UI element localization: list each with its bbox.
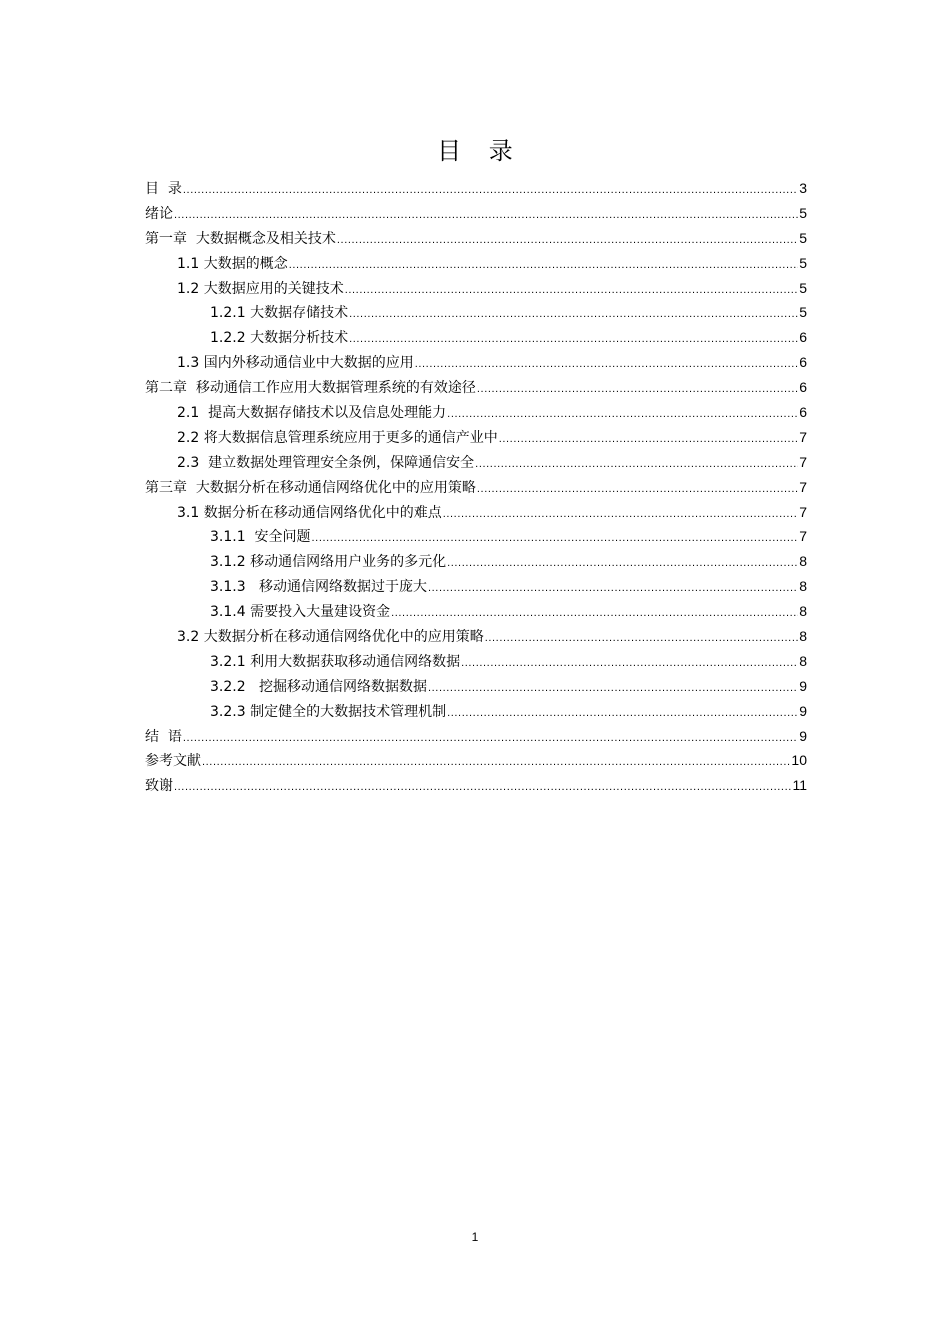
toc-dot-leader xyxy=(415,352,798,377)
toc-entry[interactable] xyxy=(145,201,807,226)
toc-entry-page: 6 xyxy=(799,404,807,421)
toc-entry-page: 5 xyxy=(799,229,807,246)
toc-dot-leader xyxy=(183,726,798,751)
toc-entry-page: 9 xyxy=(799,702,807,719)
toc-entry-label: 参考文献 xyxy=(145,753,201,770)
toc-entry-label: 3.2.1 利用大数据获取移动通信网络数据 xyxy=(210,653,461,670)
toc-dot-leader xyxy=(447,551,798,576)
toc-entry[interactable] xyxy=(145,724,807,749)
toc-entry-label: 3.2 大数据分析在移动通信网络优化中的应用策略 xyxy=(177,629,484,646)
toc-entry-label: 2.2 将大数据信息管理系统应用于更多的通信产业中 xyxy=(177,429,498,446)
toc-entry-page: 11 xyxy=(792,777,807,794)
toc-entry-label: 3.1.3 移动通信网络数据过于庞大 xyxy=(210,579,427,596)
toc-entry-label: 3.2.3 制定健全的大数据技术管理机制 xyxy=(210,703,447,720)
toc-entry-page: 5 xyxy=(799,304,807,321)
toc-entry[interactable] xyxy=(145,699,807,724)
toc-entry-label: 3.2.2 挖掘移动通信网络数据数据 xyxy=(210,678,427,695)
toc-entry[interactable] xyxy=(145,599,807,624)
toc-entry[interactable] xyxy=(145,500,807,525)
toc-dot-leader xyxy=(477,477,798,502)
toc-dot-leader xyxy=(202,750,790,775)
toc-entry-page: 9 xyxy=(799,727,807,744)
toc-entry-page: 10 xyxy=(791,752,807,769)
toc-dot-leader xyxy=(477,377,798,402)
toc-entry[interactable] xyxy=(145,549,807,574)
toc-entry-label: 绪论 xyxy=(145,205,173,222)
toc-entry-page: 5 xyxy=(799,204,807,221)
toc-entry-page: 7 xyxy=(799,528,807,545)
toc-entry[interactable] xyxy=(145,450,807,475)
toc-entry-page: 6 xyxy=(799,329,807,346)
toc-entry[interactable] xyxy=(145,400,807,425)
toc-entry[interactable] xyxy=(145,773,807,798)
toc-entry-label: 目 录 xyxy=(145,181,182,197)
toc-entry[interactable] xyxy=(145,674,807,699)
toc-dot-leader xyxy=(443,502,798,527)
toc-entry[interactable] xyxy=(145,475,807,500)
toc-entry[interactable] xyxy=(145,300,807,325)
toc-entry[interactable] xyxy=(145,325,807,350)
toc-entry-label: 1.1 大数据的概念 xyxy=(177,255,288,272)
toc-entry-label: 结 语 xyxy=(145,728,182,745)
page-title: 目 录 xyxy=(437,137,523,165)
toc-dot-leader xyxy=(349,302,798,327)
toc-entry-page: 7 xyxy=(799,478,807,495)
toc-entry-label: 1.2.2 大数据分析技术 xyxy=(210,330,349,347)
toc-entry[interactable] xyxy=(145,176,807,201)
toc-dot-leader xyxy=(475,452,798,477)
toc-entry[interactable] xyxy=(145,350,807,375)
toc-entry-page: 7 xyxy=(799,428,807,445)
toc-dot-leader xyxy=(183,178,798,203)
toc-dot-leader xyxy=(447,701,798,726)
toc-dot-leader xyxy=(499,427,798,452)
toc-dot-leader xyxy=(428,676,798,701)
toc-entry-page: 6 xyxy=(799,379,807,396)
toc-entry-page: 9 xyxy=(799,677,807,694)
toc-entry-page: 5 xyxy=(799,254,807,271)
toc-entry-label: 3.1 数据分析在移动通信网络优化中的难点 xyxy=(177,504,442,521)
toc-entry[interactable] xyxy=(145,276,807,301)
toc-dot-leader xyxy=(461,651,798,676)
toc-entry-page: 7 xyxy=(799,503,807,520)
toc-entry[interactable] xyxy=(145,524,807,549)
toc-dot-leader xyxy=(312,526,799,551)
toc-entry[interactable] xyxy=(145,574,807,599)
toc-dot-leader xyxy=(447,402,798,427)
toc-entry-label: 致谢 xyxy=(145,778,173,795)
toc-dot-leader xyxy=(428,576,798,601)
toc-entry[interactable] xyxy=(145,375,807,400)
table-of-contents xyxy=(145,176,807,798)
toc-entry-page: 8 xyxy=(799,628,807,645)
toc-entry-label: 1.2.1 大数据存储技术 xyxy=(210,305,349,322)
toc-dot-leader xyxy=(391,601,798,626)
toc-dot-leader xyxy=(337,228,798,253)
toc-entry-page: 8 xyxy=(799,578,807,595)
toc-entry[interactable] xyxy=(145,649,807,674)
toc-entry-label: 2.3 建立数据处理管理安全条例，保障通信安全 xyxy=(177,454,475,471)
page-number: 1 xyxy=(471,1230,479,1244)
toc-entry-page: 3 xyxy=(799,180,807,196)
toc-entry-page: 7 xyxy=(799,453,807,470)
toc-dot-leader xyxy=(174,203,798,228)
toc-entry-page: 6 xyxy=(799,354,807,371)
toc-entry-label: 3.1.2 移动通信网络用户业务的多元化 xyxy=(210,554,447,571)
toc-entry[interactable] xyxy=(145,251,807,276)
toc-entry-label: 2.1 提高大数据存储技术以及信息处理能力 xyxy=(177,405,447,422)
toc-dot-leader xyxy=(345,278,798,303)
toc-entry[interactable] xyxy=(145,425,807,450)
toc-entry-label: 1.3 国内外移动通信业中大数据的应用 xyxy=(177,355,414,372)
toc-dot-leader xyxy=(349,327,798,352)
toc-entry-page: 5 xyxy=(799,279,807,296)
toc-entry-label: 3.1.1 安全问题 xyxy=(210,529,311,546)
toc-entry-page: 8 xyxy=(799,603,807,620)
toc-entry-label: 3.1.4 需要投入大量建设资金 xyxy=(210,604,391,621)
toc-dot-leader xyxy=(174,775,791,800)
toc-entry-label: 1.2 大数据应用的关键技术 xyxy=(177,280,344,297)
toc-entry-label: 第一章 大数据概念及相关技术 xyxy=(145,230,336,247)
toc-entry-page: 8 xyxy=(799,553,807,570)
toc-entry[interactable] xyxy=(145,748,807,773)
toc-entry-page: 8 xyxy=(799,652,807,669)
toc-dot-leader xyxy=(485,626,798,651)
toc-dot-leader xyxy=(289,253,798,278)
toc-entry-label: 第二章 移动通信工作应用大数据管理系统的有效途径 xyxy=(145,380,476,397)
toc-entry[interactable] xyxy=(145,624,807,649)
toc-entry-label: 第三章 大数据分析在移动通信网络优化中的应用策略 xyxy=(145,479,476,496)
toc-entry[interactable] xyxy=(145,226,807,251)
